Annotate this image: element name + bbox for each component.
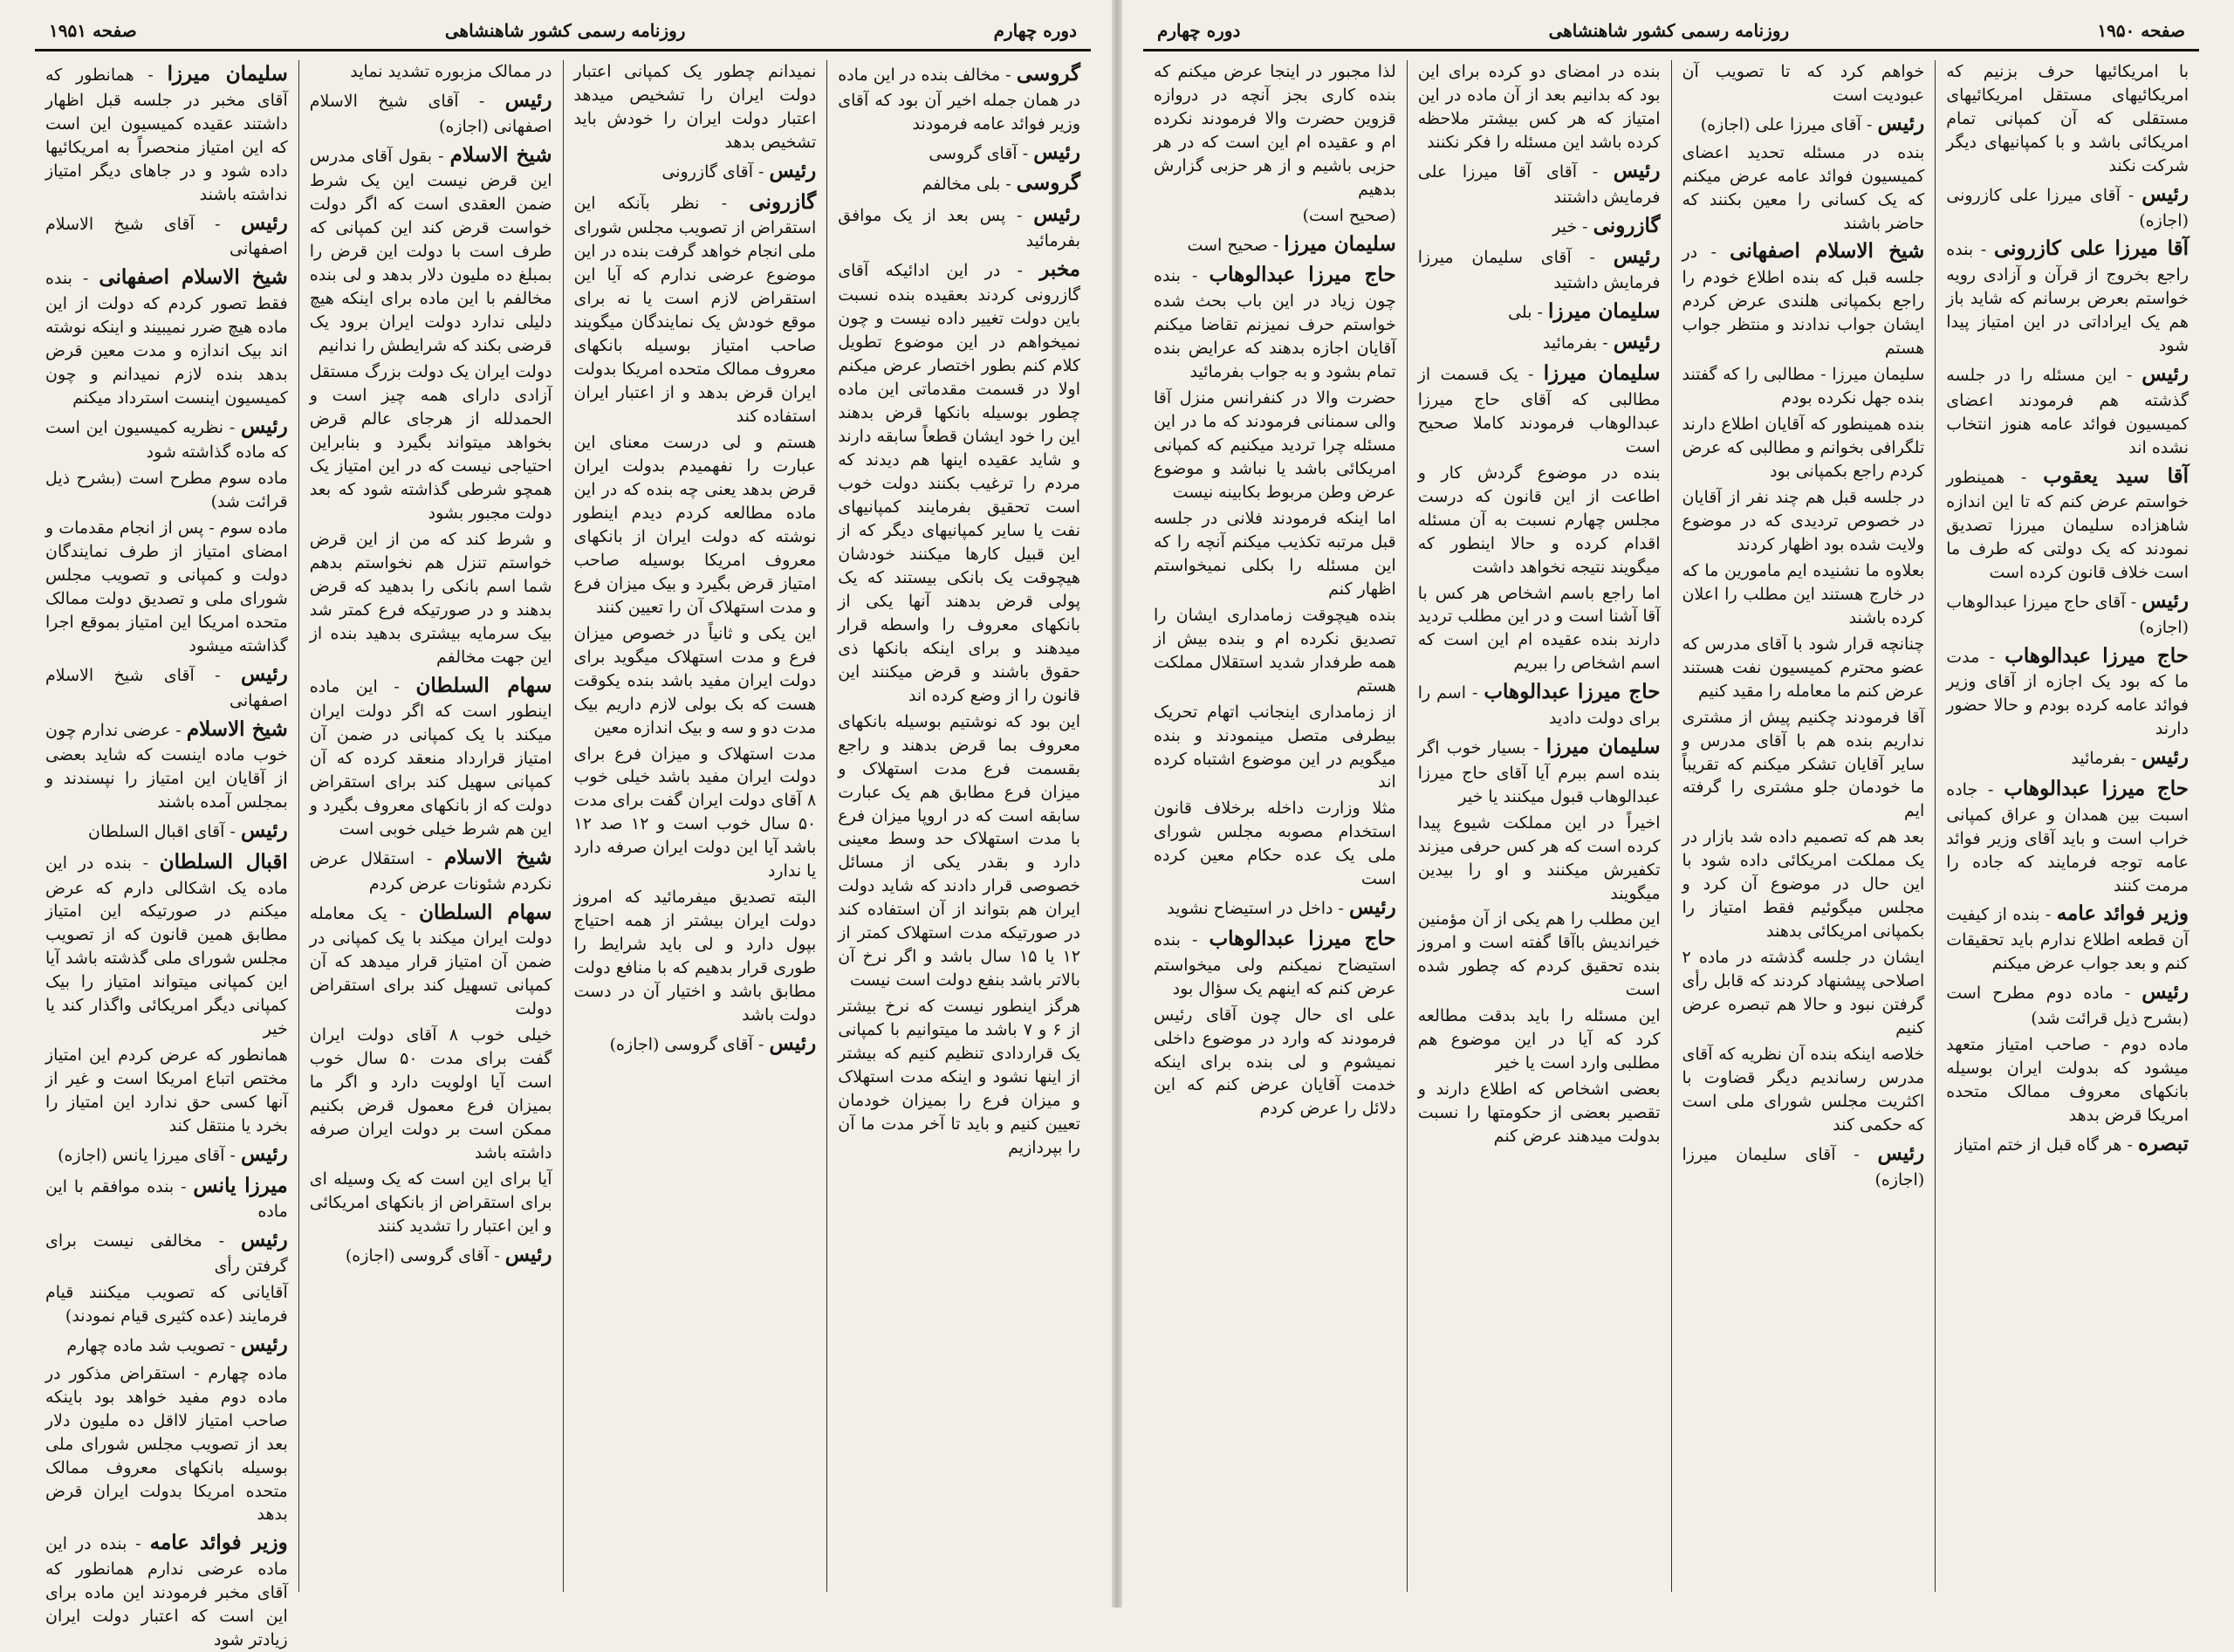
speaker-name: رئیس <box>1877 1141 1925 1165</box>
speaker-name: رئیس <box>1613 330 1661 354</box>
speaker-name: آقا میرزا علی کازرونی <box>1993 236 2189 261</box>
paragraph <box>1154 387 1396 504</box>
paragraph <box>310 528 552 669</box>
paragraph-text: مخالفی نیست برای گرفتن رأی <box>45 1231 288 1277</box>
paragraph-text: در جلسه قبل که بنده اطلاع خودم را راجع بکمپانی هلندی عرض کردم ایشان جواب ندادند و منتظر جواب هستم <box>1682 243 1925 359</box>
paragraph-text: هرگز اینطور نیست که نرخ بیشتر از ۶ و ۷ باشد ما میتوانیم با کمپانی یک قراردادی تنظیم کنیم که بیشتر از اینها نشود و اینکه مدت استهلاک و میزان فرع را بمیزان خودمان تعیین کنیم و باید تا آخر مدت ما آن را بپردازیم <box>838 997 1080 1158</box>
paragraph: گازرونی - خیر <box>1552 213 1661 237</box>
paragraph-text: بقول آقای مدرس این قرض نیست این یک شرط ضمن العقدی است که اگر دولت خواست قرض کند این کمپانی که طرف است با دولت این قرض را بمبلغ ده ملیون دلار بدهد و لی بنده مخالفم با این ماده برای اینکه هیچ دلیلی ندارد دولت ایران برود یک قرضی بکند که شرایطش را ندانیم <box>309 146 552 356</box>
paragraph-text: بعد هم که تصمیم داده شد بازار در یک مملکت امریکائی داده شود با این حال در موضوع آن کرد و مجلس میگوئیم فقط امتیاز را بکمپانی امریکائی بدهند <box>1682 827 1925 942</box>
paragraph <box>1418 1078 1661 1148</box>
paragraph <box>1154 507 1396 601</box>
speaker-name: گازرونی <box>749 189 817 214</box>
paragraph <box>45 1362 288 1527</box>
paragraph-text: با امریکائیها حرف بزنیم که امریکائیهای مستقل امریکائیهای مستقلی که آن کمپانی تمام امریکائی باشد و با کمپانیهای دیگر شرکت نکند <box>1946 62 2189 175</box>
speaker-name: رئیس <box>2141 745 2189 770</box>
speaker-name: سلیمان میرزا <box>1543 361 1661 386</box>
paragraph <box>1418 908 1661 1002</box>
speaker-name: تبصره <box>2137 1131 2189 1155</box>
paragraph-text: ماده سوم مطرح است (بشرح ذیل قرائت شد) <box>45 469 288 512</box>
paragraph-text: آقای میرزا علی (اجازه) <box>1700 114 1861 134</box>
speaker-name: رئیس <box>2141 980 2189 1004</box>
paragraph-text: بنده چون زیاد در این باب بحث شده خواستم حرف نمیزنم تقاضا میکنم آقایان اجازه بدهند که عرایض بنده تمام بشود و به جواب بفرمائید <box>1154 266 1396 381</box>
paragraph <box>1418 1004 1661 1075</box>
paragraph-text: اما اینکه فرمودند فلانی در جلسه قبل مرتبه تکذیب میکنم آنچه را که این مسئله را بکلی نمیخواستم اظهار کنم <box>1154 508 1396 599</box>
paragraph-text: مثلا وزارت داخله برخلاف قانون استخدام مصوبه مجلس شورای ملی یک عده حکام معین کرده است <box>1154 799 1396 889</box>
paragraph <box>1154 797 1396 891</box>
paragraph: رئیس - آقای اقبال السلطان <box>88 819 288 843</box>
speaker-name: سلیمان میرزا <box>1548 298 1661 323</box>
paragraph-text: در این ادائیکه آقای گازرونی کردند بعقیده بنده نسبت باین دولت تغییر داده نیست و چون نمیخواهم در این موضوع تطویل کلام کنم بطور اختصار عرض میکنم اولا در قسمت مقدماتی این ماده چطور بوسیله بانکها قرض بدهند این را خود ایشان قطعاً سابقه دارند و شاید عقیده اینها هم دیدند که مردم را ترغیب بکنند دولت خوب است تحقیق بفرمایند کمپانیهای نفت یا سایر کمپانیهای دیگر که از این قبیل کارها میکنند خودشان هیچوقت یک بانکی بیستند که یک پولی قرض بدهند آنها یکی از بانکهای معروف را واسطه قرار میدهند و برای اینکه بانکها ذی حقوق باشند و قرض میکنند این قانون را از وضع کرده اند <box>838 260 1080 705</box>
speaker-name: رئیس <box>1033 140 1080 164</box>
paragraph: رئیس - ماده دوم مطرح است (بشرح ذیل قرائت شد) <box>1946 980 2189 1028</box>
paragraph-text: بفرمائید <box>2071 749 2126 769</box>
paragraph: شیخ الاسلام اصفهانی - در جلسه قبل که بنده اطلاع خودم را راجع بکمپانی هلندی عرض کردم ایشان جواب ندادند و منتظر جواب هستم <box>1682 239 1925 359</box>
paragraph-text: این مسئله را در جلسه گذشته هم فرمودند اعضای کمیسیون فوائد عامه هنوز انتخاب نشده اند <box>1946 366 2189 457</box>
paragraph-text: استقلال عرض نکردم شئونات عرض کردم <box>309 849 552 894</box>
speaker-name: رئیس <box>769 1032 817 1056</box>
paragraph-text: بنده در این ماده عرضی ندارم همانطور که آقای مخبر فرمودند این ماده برای این است که اعتبار دولت ایران زیادتر شود <box>45 1534 288 1649</box>
paragraph: وزیر فوائد عامه - بنده از کیفیت آن قطعه اطلاع ندارم باید تحقیقات کنم و بعد جواب عرض میکنم <box>1946 901 2189 974</box>
speaker-name: رئیس <box>240 819 288 843</box>
paragraph <box>1682 946 1925 1040</box>
paragraph-text: همینطور خواستم عرض کنم که تا این اندازه شاهزاده سلیمان میرزا تصدیق نمودند که یک دولتی که طرف ما است خلاف قانون کرده است <box>1946 467 2189 583</box>
speaker-name: رئیس <box>1033 202 1081 226</box>
paragraph: اقبال السلطان - بنده در این ماده یک اشکالی دارم که عرض میکنم در صورتیکه این امتیاز مطابق همین قانون که از تصویب مجلس شورای ملی گذشته باشد آیا این کمپانی میتواند امتیاز را بیک کمپانی دیگر امریکائی واگذار کند یا خیر <box>45 849 288 1039</box>
speaker-name: رئیس <box>240 414 288 438</box>
paragraph <box>1682 559 1925 630</box>
speaker-name: میرزا یانس <box>193 1173 288 1197</box>
paragraph <box>574 431 817 620</box>
text-column <box>35 60 298 1649</box>
paragraph-text: خواهم کرد که تا تصویب آن عبودیت است <box>1682 62 1925 105</box>
paragraph: رئیس - آقای سلیمان میرزا فرمایش داشتید <box>1417 244 1661 292</box>
right-page <box>1134 12 2208 1596</box>
paragraph-text: این بود که نوشتیم بوسیله بانکهای معروف بما قرض بدهند و راجع بقسمت فرع مدت استهلاک و میزان فرع مطابق هم یک عبارت سابقه است که در اروپا میزان فرع با مدت استهلاک حد وسط معینی دارد و بقدر یکی از مسائل خصوصی قرار دادند که شاید دولت ایران هم بتواند از آن استفاده کند در صورتیکه مدت استهلاک کمتر از ۱۲ یا ۱۵ سال باشد و اگر نرخ آن بالاتر باشد بنفع دولت است نیست <box>838 711 1080 991</box>
text-column <box>1935 60 2199 1592</box>
paragraph-text: آقای شیخ الاسلام اصفهانی <box>45 666 288 710</box>
paragraph-text: بنده موافقم با این ماده <box>45 1176 288 1222</box>
paragraph: رئیس - آقای حاج میرزا عبدالوهاب (اجازه) <box>1946 589 2189 637</box>
paragraph <box>1682 486 1925 557</box>
speaker-name: رئیس <box>240 1228 288 1252</box>
paragraph-text: بنده از کیفیت آن قطعه اطلاع ندارم باید تحقیقات کنم و بعد جواب عرض میکنم <box>1946 905 2189 974</box>
left-page-publication: روزنامه رسمی کشور شاهنشاهی <box>444 20 686 41</box>
paragraph <box>45 517 288 658</box>
paragraph-text: هستم و لی درست معنای این عبارت را نفهمیدم بدولت ایران قرض بدهد یعنی چه بنده که در این ماده مطالعه کردم دیدم اینطور نوشته که دولت ایران از بانکهای معروف امریکا بوسیله صاحب امتیاز قرض بگیرد و بیک میزان فرع و مدت استهلاک آن را تعیین کنند <box>573 432 817 617</box>
paragraph-text: همانطور که عرض کردم این امتیاز مختص اتباع امریکا است و غیر از آنها کسی حق ندارد این امتیاز را بخرد یا منتقل کند <box>45 1045 288 1136</box>
paragraph: رئیس - آقای شیخ الاسلام اصفهانی <box>45 210 288 259</box>
speaker-name: حاج میرزا عبدالوهاب <box>2004 776 2189 800</box>
paragraph-text: در جلسه قبل هم چند نفر از آقایان در خصوص تردیدی که در موضوع ولایت شده بود اظهار کردند <box>1682 487 1925 554</box>
paragraph-text: بنده در امضای دو کرده برای این بود که بدانیم بعد از آن ماده در این امتیاز که هر کس بیشتر ملاحظه کرده باشد این مسئله را فکر نکنند <box>1417 62 1661 152</box>
paragraph <box>1682 141 1925 236</box>
paragraph: رئیس - آقای میرزا یانس (اجازه) <box>58 1142 288 1167</box>
paragraph-text: این ماده اینطور است که اگر دولت ایران میکند با یک کمپانی در ضمن آن امتیاز قرارداد منعقد کرده که آن کمپانی سهیل کند برای استقراض دولت که از بانکهای معروف بگیرد و این هم شرط خیلی خوبی است <box>309 676 552 840</box>
paragraph-text: و شرط کند که من از این قرض خواستم تنزل هم نخواستم بدهم شما اسم بانکی را بدهید که قرض بدهند و در صورتیکه فرع کمتر شد بیک سرمایه بیشتری بدهید بنده از این جهت مخالفم <box>309 529 552 667</box>
paragraph-text: ماده سوم - پس از انجام مقدمات و امضای امتیاز از طرف نمایندگان دولت و کمپانی و تصویب مجلس شورای ملی و تصدیق دولت ممالک متحده امریکا این امتیاز بموقع اجرا گذاشته میشود <box>45 518 288 656</box>
paragraph-text: آقای اقبال السلطان <box>88 822 225 842</box>
text-column <box>826 60 1091 1592</box>
paragraph-text: این یکی و ثانیاً در خصوص میزان فرع و مدت استهلاک میگوید برای دولت ایران مفید باشد بنده یکوقت هست که بک بولی لازم داریم بیک مدت دو و سه و بیک اندازه معین <box>573 623 817 737</box>
paragraph-text: صحیح است <box>1187 235 1268 255</box>
paragraph-text: عرضی ندارم چون خوب ماده اینست که شاید بعضی از آقایان این امتیاز را نپسندند و بمجلس آمده باشند <box>45 720 288 812</box>
paragraph <box>838 995 1080 1160</box>
speaker-name: رئیس <box>1613 244 1661 269</box>
paragraph-text: آقای میرزا علی کازرونی (اجازه) <box>1946 185 2189 230</box>
paragraph-text: چنانچه قرار شود با آقای مدرس که عضو محترم کمیسیون نفت هستند عرض کنم ما معامله را مقید کنیم <box>1682 634 1925 701</box>
speaker-name: رئیس <box>504 1242 552 1266</box>
paragraph-text: نظریه کمیسیون این است که ماده گذاشته شود <box>45 417 288 463</box>
left-page <box>26 12 1100 1649</box>
paragraph-text: ماده دوم مطرح است (بشرح ذیل قرائت شد) <box>1946 984 2189 1028</box>
paragraph-text: این مسئله را باید بدقت مطالعه کرد که آیا در این موضوع هم مطلبی وارد است یا خیر <box>1417 1006 1661 1073</box>
paragraph: رئیس - تصویب شد ماده چهارم <box>66 1333 288 1356</box>
paragraph: شیخ الاسلام - بقول آقای مدرس این قرض نیست این یک شرط ضمن العقدی است که اگر دولت خواست قرض کند این کمپانی که طرف است با دولت این قرض را بمبلغ ده ملیون دلار بدهد و لی بنده مخالفم با این ماده برای اینکه هیچ دلیلی ندارد دولت ایران برود یک قرضی بکند که شرایطش را ندانیم <box>309 142 552 356</box>
paragraph: حاج میرزا عبدالوهاب - بنده چون زیاد در این باب بحث شده خواستم حرف نمیزنم تقاضا میکنم آقایان اجازه بدهند که عرایض بنده تمام بشود و به جواب بفرمائید <box>1154 263 1396 381</box>
paragraph-text: آقای شیخ الاسلام اصفهانی <box>45 214 288 259</box>
paragraph: رئیس - آقای گروسی <box>929 140 1080 164</box>
paragraph-text: ایشان در جلسه گذشته در ماده ۲ اصلاحی پیشنهاد کردند که قابل رأی گرفتن نبود و حالا هم تبصره عرض کنیم <box>1682 948 1925 1038</box>
paragraph: رئیس - آقای آقا میرزا علی فرمایش داشتند <box>1417 158 1661 207</box>
speaker-name: شیخ الاسلام اصفهانی <box>99 265 288 290</box>
speaker-name: رئیس <box>1348 895 1396 920</box>
speaker-name: رئیس <box>504 87 552 112</box>
text-column <box>1407 60 1671 1592</box>
paragraph-text: داخل در استیضاح نشوید <box>1167 899 1333 919</box>
paragraph <box>838 710 1080 993</box>
paragraph-text: بنده در این ماده یک اشکالی دارم که عرض میکنم در صورتیکه این امتیاز مطابق همین قانون که از تصویب مجلس شورای ملی گذشته باشد آیا این کمپانی میتواند امتیاز را بیک کمپانی دیگر امریکائی واگذار کند یا خیر <box>45 853 288 1039</box>
page-gutter <box>1112 0 1122 1607</box>
paragraph-text: نمیدانم چطور یک کمپانی اعتبار دولت ایران را تشخیص میدهد اعتبار دولت ایران را خودش باید تشخیص بدهد <box>573 62 817 152</box>
paragraph: سهام السلطان - یک معامله دولت ایران میکند با یک کمپانی در ضمن آن امتیاز قرار میدهد که آن کمپانی تسهیل کند برای استقراض دولت <box>309 900 552 1019</box>
paragraph <box>310 1024 552 1165</box>
paragraph-text: مخالف بنده در این ماده در همان جمله اخیر آن بود که آقای وزیر فوائد عامه فرمودند <box>838 65 1080 134</box>
text-column <box>563 60 827 1592</box>
paragraph-text: (صحیح است) <box>1302 205 1396 225</box>
right-page-columns <box>1143 60 2199 1592</box>
speaker-name: حاج میرزا عبدالوهاب <box>1209 263 1396 287</box>
speaker-name: رئیس <box>1613 158 1661 182</box>
paragraph-text: جاده اسبت بین همدان و عراق کمپانی خراب است و باید آقای وزیر فوائد عامه توجه فرمایند که جاده را مرمت کنند <box>1946 779 2189 895</box>
paragraph: حاج میرزا عبدالوهاب - جاده اسبت بین همدان و عراق کمپانی خراب است و باید آقای وزیر فوائد عامه توجه فرمایند که جاده را مرمت کنند <box>1946 776 2189 895</box>
paragraph <box>45 1281 288 1328</box>
paragraph-text: بعضی اشخاص که اطلاع دارند و تقصیر بعضی از حکومتها را نسبت بدولت میدهند عرض کنم <box>1417 1080 1661 1147</box>
paragraph-text: بعلاوه ما نشنیده ایم مامورین ما که در خارج هستند این مطلب را اعلان کرده باشند <box>1682 560 1925 627</box>
paragraph: رئیس - آقای گروسی (اجازه) <box>345 1242 552 1266</box>
paragraph-text: بسیار خوب اگر بنده اسم ببرم آیا آقای حاج میرزا عبدالوهاب قبول میکنند یا خیر <box>1417 738 1661 806</box>
paragraph <box>45 467 288 514</box>
paragraph: رئیس - مخالفی نیست برای گرفتن رأی <box>45 1228 288 1277</box>
paragraph <box>1418 462 1661 579</box>
paragraph-text: خلاصه اینکه بنده آن نظریه که آقای مدرس رساندیم دیگر قضاوت با اکثریت مجلس شورای ملی است که حکمی کند <box>1682 1045 1925 1135</box>
paragraph: شیخ الاسلام - عرضی ندارم چون خوب ماده اینست که شاید بعضی از آقایان این امتیاز را نپسندند و بمجلس آمده باشند <box>45 716 288 812</box>
paragraph <box>1154 60 1396 202</box>
speaker-name: سلیمان میرزا <box>1284 231 1396 256</box>
paragraph-text: پس بعد از یک موافق بفرمائید <box>838 205 1080 250</box>
paragraph-text: آقای حاج میرزا عبدالوهاب (اجازه) <box>1946 593 2189 637</box>
paragraph: رئیس - آقای گازرونی <box>661 158 817 182</box>
paragraph-text: همانطور که آقای مخبر در جلسه قبل اظهار داشتند عقیده کمیسیون این است که این امتیاز منحصراً به امریکائیها داده شود و در جاهای دیگر امتیاز نداشته باشند <box>45 65 288 204</box>
paragraph <box>1154 604 1396 698</box>
speaker-name: رئیس <box>769 158 817 182</box>
paragraph: گروسی - بلی مخالفم <box>922 171 1080 195</box>
paragraph-text: مدت ما که بود یک اجازه از آقای وزیر فوائد عامه کرده بودم و حالا حضور دارند <box>1946 647 2189 739</box>
speaker-name: مخبر <box>1039 257 1081 281</box>
paragraph-text: آقای آقا میرزا علی فرمایش داشتند <box>1417 161 1661 207</box>
speaker-name: سلیمان میرزا <box>1545 735 1661 758</box>
paragraph: وزیر فوائد عامه - بنده در این ماده عرضی ندارم همانطور که آقای مخبر فرمودند این ماده برای این است که اعتبار دولت ایران زیادتر شود <box>45 1531 288 1649</box>
paragraph: رئیس - آقای سلیمان میرزا (اجازه) <box>1682 1141 1925 1189</box>
text-column <box>1143 60 1407 1592</box>
paragraph-text: این مطلب را هم یکی از آن مؤمنین خیراندیش باآقا گفته است و امروز بنده تحقیق کردم که چطور شده است <box>1417 909 1661 1000</box>
paragraph-text: بنده راجع بخروج از قرآن و آزادی رویه خواستم بعرض برسانم که شاید باز هم یک ایراداتی در این امتیاز پیدا شود <box>1946 240 2189 356</box>
left-page-edition: دوره چهارم <box>993 20 1077 41</box>
paragraph-text: خیلی خوب ۸ آقای دولت ایران گفت برای مدت ۵۰ سال خوب است آیا اولویت دارد و اگر ما بمیزان فرع معمول قرض بکنیم ممکن است بر دولت ایران صرفه داشته باشد <box>309 1025 552 1163</box>
paragraph-text: لذا مجبور در اینجا عرض میکنم که بنده کاری بجز آنچه در دروازه قزوین حضرت والا فرمودند نکرده ام و عقیده ام این است که در هر حزبی باشیم و از هر حزبی گزارش بدهیم <box>1154 62 1396 199</box>
paragraph-text: در ممالک مزبوره تشدید نماید <box>350 62 552 81</box>
paragraph: سلیمان میرزا - بلی <box>1508 298 1661 323</box>
paragraph <box>1682 826 1925 943</box>
speaker-name: سهام السلطان <box>415 673 552 697</box>
paragraph <box>574 743 817 884</box>
right-page-number: صفحه ۱۹۵۰ <box>2097 20 2185 41</box>
speaker-name: رئیس <box>240 662 288 686</box>
paragraph-text: یک قسمت از مطالبی که آقای حاج میرزا عبدالوهاب فرمودند کاملا صحیح است <box>1417 365 1661 456</box>
paragraph: گروسی - مخالف بنده در این ماده در همان جمله اخیر آن بود که آقای وزیر فوائد عامه فرمودند <box>838 62 1081 134</box>
paragraph <box>1682 706 1925 824</box>
paragraph: رئیس - داخل در استیضاح نشوید <box>1167 895 1396 920</box>
speaker-name: رئیس <box>240 1142 288 1167</box>
paragraph: سلیمان میرزا - همانطور که آقای مخبر در جلسه قبل اظهار داشتند عقیده کمیسیون این است که این امتیاز منحصراً به امریکائیها داده شود و در جاهای دیگر امتیاز نداشته باشند <box>45 62 288 204</box>
paragraph <box>310 1168 552 1238</box>
paragraph: سلیمان میرزا - صحیح است <box>1187 231 1396 256</box>
paragraph <box>1682 633 1925 703</box>
speaker-name: وزیر فوائد عامه <box>149 1531 288 1555</box>
paragraph-text: اسم را برای دولت دادید <box>1417 683 1661 729</box>
paragraph <box>1682 60 1925 107</box>
left-page-header <box>35 12 1091 51</box>
paragraph-text: ماده دوم - صاحب امتیاز متعهد میشود که بدولت ایران بوسیله بانکهای معروف ممالک متحده امریکا قرض بدهد <box>1946 1034 2189 1125</box>
paragraph: رئیس - آقای میرزا علی کازرونی (اجازه) <box>1946 182 2189 230</box>
paragraph-text: مدت استهلاک و میزان فرع برای دولت ایران مفید باشد خیلی خوب ۸ آقای دولت ایران گفت برای مدت ۵۰ سال خوب است و ۱۲ صد ۱۲ باشد آیا این دولت ایران صرفه دارد یا ندارد <box>573 744 817 881</box>
paragraph-text: یک معامله دولت ایران میکند با یک کمپانی در ضمن آن امتیاز قرار میدهد که آن کمپانی تسهیل کند برای استقراض دولت <box>309 903 552 1019</box>
paragraph-text: بنده در موضوع گردش کار و اطاعت از این قانون که درست مجلس چهارم نسبت به آن مسئله اقدام کرده و حالا اینطور که میگویند نتیجه نخواهد داشت <box>1417 463 1661 577</box>
paragraph-text: اما راجع باسم اشخاص هر کس با آقا آشنا است و در این مطلب تردید دارند بنده عقیده ام این است که اسم اشخاص را ببریم <box>1417 583 1661 674</box>
paragraph-text: آقای گروسی (اجازه) <box>609 1035 753 1055</box>
paragraph: رئیس - بفرمائید <box>2071 745 2189 770</box>
paragraph <box>310 60 552 84</box>
speaker-name: سلیمان میرزا <box>167 62 288 86</box>
paragraph-text: بلی <box>1508 302 1532 322</box>
paragraph: رئیس - این مسئله را در جلسه گذشته هم فرمودند اعضای کمیسیون فوائد عامه هنوز انتخاب نشده اند <box>1946 362 2189 457</box>
paragraph: رئیس - آقای میرزا علی (اجازه) <box>1700 111 1925 135</box>
paragraph-text: آقای شیخ الاسلام اصفهانی (اجازه) <box>309 91 552 136</box>
paragraph <box>310 360 552 525</box>
paragraph-text: آقای سلیمان میرزا (اجازه) <box>1682 1145 1925 1189</box>
speaker-name: رئیس <box>1877 111 1925 135</box>
paragraph: حاج میرزا عبدالوهاب - اسم را برای دولت دادید <box>1417 680 1661 729</box>
paragraph-text: علی ای حال چون آقای رئیس فرمودند که وارد در موضوع داخلی نمیشوم و لی بنده برای اینکه خدمت آقایان عرض کنم که این دلائل را عرض کردم <box>1154 1004 1396 1119</box>
text-column <box>1671 60 1936 1592</box>
paragraph <box>1682 363 1925 410</box>
paragraph-text: حضرت والا در کنفرانس منزل آقا والی سمنانی فرمودند که ما در این مسئله چرا تردید میکنیم که کمپانی امریکائی باشد یا نباشد و موضوع عرض وطن مربوط بکابینه نیست <box>1154 387 1396 502</box>
speaker-name: آقا سید یعقوب <box>2043 463 2189 488</box>
paragraph-text: خیر <box>1552 216 1578 236</box>
paragraph: سهام السلطان - این ماده اینطور است که اگر دولت ایران میکند با یک کمپانی در ضمن آن امتیاز قرارداد منعقد کرده که آن کمپانی سهیل کند برای استقراض دولت که از بانکهای معروف بگیرد و این هم شرط خیلی خوبی است <box>309 673 552 840</box>
paragraph-text: آقای میرزا یانس (اجازه) <box>58 1146 225 1166</box>
speaker-name: رئیس <box>2141 182 2189 206</box>
speaker-name: اقبال السلطان <box>159 849 288 874</box>
paragraph <box>574 886 817 1027</box>
paragraph-text: هر گاه قبل از ختم امتیاز <box>1955 1134 2122 1155</box>
paragraph-text: بنده فقط تصور کردم که دولت از این ماده هیچ ضرر نمیبیند و اینکه نوشته اند بیک اندازه و مدت معین قرض بدهد بنده لازم نمیدانم و چون کمیسیون اینست استرداد میکنم <box>45 269 288 408</box>
right-page-header <box>1143 12 2199 51</box>
speaker-name: گروسی <box>1016 171 1080 195</box>
speaker-name: رئیس <box>2141 362 2189 386</box>
paragraph-text: آقایانی که تصویب میکنند قیام فرمایند (عده کثیری قیام نمودند) <box>45 1283 288 1326</box>
paragraph-text: دولت ایران یک دولت بزرگ مستقل آزادی دارای همه چیز است و الحمدلله از هرجای عالم قرض بخواهد میتواند بگیرد و بنابراین احتیاجی نیست که در این امتیاز یک همچو شرطی گذاشته شود که بعد دولت مجبور بشود <box>309 362 552 523</box>
right-page-publication: روزنامه رسمی کشور شاهنشاهی <box>1548 20 1790 41</box>
paragraph-text: آقای گروسی <box>929 143 1018 163</box>
paragraph-text: آقای سلیمان میرزا فرمایش داشتید <box>1417 248 1661 292</box>
paragraph: رئیس - پس بعد از یک موافق بفرمائید <box>838 202 1081 250</box>
paragraph-text: آیا برای این است که یک وسیله ای برای استقراض از بانکهای امریکائی و این اعتبار را تشدید کنند <box>309 1169 552 1236</box>
speaker-name: رئیس <box>240 1333 288 1356</box>
paragraph-text: بنده هیچوقت زمامداری ایشان را تصدیق نکرده ام و بنده بیش از همه طرفدار شدید استقلال مملکت هستم <box>1154 605 1396 696</box>
speaker-name: سهام السلطان <box>419 900 552 924</box>
paragraph <box>574 622 817 740</box>
speaker-name: وزیر فوائد عامه <box>2056 901 2189 926</box>
paragraph-text: از زمامداری اینجانب اتهام تحریک بیطرفی متصل مینمودند و بنده میگویم در این موضوع اشتباه کرده اند <box>1154 702 1396 792</box>
paragraph: رئیس - بفرمائید <box>1542 330 1661 354</box>
paragraph: رئیس - آقای شیخ الاسلام اصفهانی (اجازه) <box>309 87 552 136</box>
speaker-name: حاج میرزا عبدالوهاب <box>1209 926 1396 950</box>
paragraph-text: بنده در مسئله تحدید اعضای کمیسیون فوائد عامه عرض میکنم که یک کسانی را معین بکنند که حاضر باشند <box>1682 142 1925 233</box>
paragraph: آقا سید یعقوب - همینطور خواستم عرض کنم که تا این اندازه شاهزاده سلیمان میرزا تصدیق نمودند که یک دولتی که طرف ما است خلاف قانون کرده است <box>1946 463 2189 583</box>
paragraph <box>1682 413 1925 483</box>
paragraph-text: آقای گروسی (اجازه) <box>345 1245 490 1265</box>
paragraph <box>45 1044 288 1138</box>
speaker-name: حاج میرزا عبدالوهاب <box>2004 643 2189 668</box>
paragraph <box>1418 582 1661 676</box>
paragraph <box>1154 1004 1396 1121</box>
speaker-name: شیخ الاسلام اصفهانی <box>1730 239 1925 264</box>
speaker-name: حاج میرزا عبدالوهاب <box>1484 680 1661 704</box>
paragraph-text: آقا فرمودند چکنیم پیش از مشتری نداریم بنده هم با آقای مدرس و سایر آقایان تشکر میکنم که تقریباً ما خودمان جلو مشتری را گرفته ایم <box>1682 707 1925 821</box>
paragraph <box>1418 60 1661 154</box>
paragraph <box>1154 204 1396 228</box>
paragraph-text: نظر بآنکه این استقراض از تصویب مجلس شورای ملی انجام خواهد گرفت بنده در این موضوع عرضی ندارم که آیا این استقراض لازم است یا نه برای موقع خودش یک نمایندگان میگویند صاحب امتیاز بوسیله بانکهای معروف ممالک متحده امریکا بدولت ایران قرض بدهد و از اعتبار ایران استفاده کند <box>573 193 817 426</box>
paragraph-text: بنده همینطور که آقایان اطلاع دارند تلگرافی بخوانم و مطالبی که عرض کردم راجع بکمپانی بود <box>1682 414 1925 481</box>
paragraph: میرزا یانس - بنده موافقم با این ماده <box>45 1173 288 1222</box>
paragraph: رئیس - آقای گروسی (اجازه) <box>609 1032 817 1056</box>
paragraph: رئیس - آقای شیخ الاسلام اصفهانی <box>45 662 288 710</box>
left-page-number: صفحه ۱۹۵۱ <box>49 20 137 41</box>
speaker-name: گازرونی <box>1593 213 1661 237</box>
paragraph <box>1418 812 1661 906</box>
paragraph: حاج میرزا عبدالوهاب - مدت ما که بود یک اجازه از آقای وزیر فوائد عامه کرده بودم و حالا حضور دارند <box>1946 643 2189 739</box>
paragraph: تبصره - هر گاه قبل از ختم امتیاز <box>1955 1131 2189 1155</box>
paragraph <box>1946 60 2189 178</box>
speaker-name: شیخ الاسلام <box>449 142 552 167</box>
speaker-name: رئیس <box>2141 589 2189 614</box>
paragraph-text: ماده چهارم - استقراض مذکور در ماده دوم مفید خواهد بود باینکه صاحب امتیاز لااقل ده ملیون دلار بعد از تصویب مجلس شورای ملی بوسیله بانکهای معروف ممالک متحده امریکا بدولت ایران قرض بدهد <box>45 1363 288 1525</box>
paragraph: آقا میرزا علی کازرونی - بنده راجع بخروج از قرآن و آزادی رویه خواستم بعرض برسانم که شاید باز هم یک ایراداتی در این امتیاز پیدا شود <box>1946 236 2189 356</box>
paragraph-text: البته تصدیق میفرمائید که امروز دولت ایران بیشتر از همه احتیاج بپول دارد و لی باید شرایط را طوری قرار بدهیم که با منافع دولت مطابق باشد و اختیار آن در دست دولت باشد <box>573 888 817 1025</box>
paragraph <box>1946 1033 2189 1128</box>
paragraph-text: اخیراً در این مملکت شیوع پیدا کرده است که هر کس حرفی میزند تکفیرش میکنند و او را بیدین میگویند <box>1417 812 1661 903</box>
paragraph: مخبر - در این ادائیکه آقای گازرونی کردند بعقیده بنده نسبت باین دولت تغییر داده نیست و چون نمیخواهم در این موضوع تطویل کلام کنم بطور اختصار عرض میکنم اولا در قسمت مقدماتی این ماده چطور بوسیله بانکها قرض بدهند این را خود ایشان قطعاً سابقه دارند و شاید عقیده اینها هم دیدند که مردم را ترغیب بکنند دولت خوب است تحقیق بفرمایند کمپانیهای نفت یا سایر کمپانیهای دیگر که از این قبیل کارها میکنند خودشان هیچوقت یک بانکی بیستند که یک پولی قرض بدهند آنها یکی از بانکهای معروف را واسطه قرار میدهند و برای اینکه بانکها ذی حقوق باشند و قرض میکنند این قانون را از وضع کرده اند <box>838 257 1081 705</box>
paragraph: حاج میرزا عبدالوهاب - بنده استیضاح نمیکنم ولی میخواستم عرض کنم که اینهم یک سؤال بود <box>1154 926 1396 998</box>
paragraph: گازرونی - نظر بآنکه این استقراض از تصویب مجلس شورای ملی انجام خواهد گرفت بنده در این موضوع عرضی ندارم که آیا این استقراض لازم است یا نه برای موقع خودش یک نمایندگان میگویند صاحب امتیاز بوسیله بانکهای معروف ممالک متحده امریکا بدولت ایران قرض بدهد و از اعتبار ایران استفاده کند <box>573 189 817 426</box>
paragraph: شیخ الاسلام - استقلال عرض نکردم شئونات عرض کردم <box>309 846 552 894</box>
speaker-name: رئیس <box>240 210 288 235</box>
paragraph: شیخ الاسلام اصفهانی - بنده فقط تصور کردم که دولت از این ماده هیچ ضرر نمیبیند و اینکه نوشته اند بیک اندازه و مدت معین قرض بدهد بنده لازم نمیدانم و چون کمیسیون اینست استرداد میکنم <box>45 265 288 408</box>
speaker-name: گروسی <box>1016 62 1081 86</box>
left-page-columns <box>35 60 1091 1649</box>
paragraph-text: بفرمائید <box>1542 333 1598 353</box>
right-page-edition: دوره چهارم <box>1157 20 1241 41</box>
text-column <box>298 60 563 1592</box>
paragraph: رئیس - نظریه کمیسیون این است که ماده گذاشته شود <box>45 414 288 463</box>
paragraph-text: بنده استیضاح نمیکنم ولی میخواستم عرض کنم که اینهم یک سؤال بود <box>1154 929 1396 998</box>
paragraph-text: سلیمان میرزا - مطالبی را که گفتند بنده جهل نکرده بودم <box>1682 365 1925 408</box>
paragraph: سلیمان میرزا - یک قسمت از مطالبی که آقای حاج میرزا عبدالوهاب فرمودند کاملا صحیح است <box>1417 361 1661 456</box>
paragraph <box>574 60 817 154</box>
speaker-name: شیخ الاسلام <box>443 846 552 870</box>
paragraph <box>1682 1043 1925 1137</box>
speaker-name: شیخ الاسلام <box>186 716 288 741</box>
paragraph-text: تصویب شد ماده چهارم <box>66 1336 225 1355</box>
paragraph-text: آقای گازرونی <box>661 161 753 182</box>
paragraph-text: بلی مخالفم <box>922 175 1001 195</box>
paragraph: سلیمان میرزا - بسیار خوب اگر بنده اسم ببرم آیا آقای حاج میرزا عبدالوهاب قبول میکنند یا خیر <box>1417 735 1661 806</box>
paragraph <box>1154 701 1396 795</box>
